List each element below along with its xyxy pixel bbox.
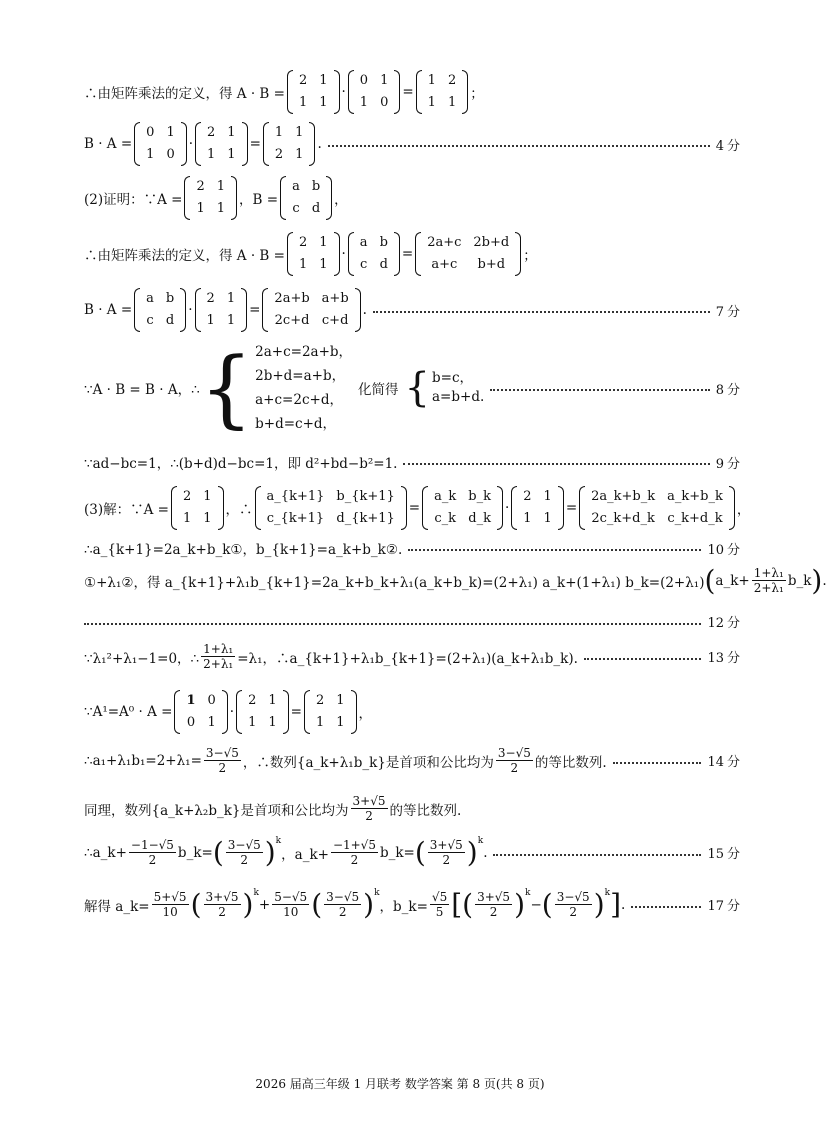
text: 的等比数列.	[389, 802, 462, 819]
plus: +	[258, 896, 271, 913]
fraction: $\frac{3-√5}{2}$	[497, 746, 531, 775]
dot: ·	[188, 136, 194, 152]
matrix: a b c d	[134, 288, 186, 332]
equals: =	[290, 704, 302, 720]
matrix: 2 1 1 1	[184, 176, 237, 220]
text: a_k+	[715, 572, 750, 589]
line-4	[84, 232, 740, 276]
line-13	[84, 690, 740, 734]
brace-icon: {	[404, 365, 430, 411]
paren-group: ( $\frac{3-√5}{2}$ ) k	[311, 887, 380, 921]
line-7	[84, 452, 740, 472]
text: 化简得	[358, 382, 399, 398]
line-5-expr	[84, 288, 367, 332]
equals: =	[408, 500, 421, 516]
score-label: 17 分	[707, 899, 740, 914]
equals: =	[249, 136, 261, 152]
dotted-leader	[403, 463, 709, 465]
score-label: 4 分	[715, 138, 740, 154]
line-12-expr	[84, 642, 578, 671]
dotted-leader	[490, 389, 709, 391]
score-label: 10 分	[707, 542, 740, 558]
fraction: $\frac{\text{1+λ₁}}{\text{2+λ₁}}$	[203, 642, 234, 671]
line-17-expr	[84, 887, 626, 921]
minus: −	[530, 896, 542, 913]
line-2-expr	[84, 122, 322, 166]
matrix: 1 1 2 1	[263, 122, 316, 166]
line-13-expr	[84, 690, 372, 734]
line-8-expr	[84, 486, 750, 530]
equals: =	[402, 84, 414, 100]
text: (2)证明：∵A =	[84, 192, 183, 208]
score-label: 9 分	[715, 456, 740, 472]
dotted-leader	[613, 762, 702, 764]
fraction: $\frac{5+√5}{10}$	[153, 890, 187, 919]
line-17	[84, 887, 740, 921]
score-label: 12 分	[707, 616, 740, 631]
line-10-expr	[84, 563, 827, 597]
system-row: 2b+d=a+b，	[255, 368, 346, 384]
exponent: k	[275, 835, 282, 846]
matrix: 2 1 1 1	[236, 690, 289, 734]
exponent: k	[477, 835, 484, 846]
dot: ·	[188, 302, 193, 318]
matrix: 2 1 1 1	[195, 288, 248, 332]
line-4-expr	[84, 232, 537, 276]
system-row: 2a+c=2a+b，	[255, 344, 353, 360]
score-label: 8 分	[715, 382, 740, 398]
text: ∴a_k+	[84, 844, 127, 861]
system-row: a=b+d.	[432, 389, 485, 405]
matrix: 2 1 1 1	[195, 122, 248, 166]
punct: .	[317, 136, 322, 152]
punct: ，	[334, 192, 348, 208]
text: ，b_k=	[379, 898, 428, 915]
text: =λ₁，∴a_{k+1}+λ₁b_{k+1}=(2+λ₁)(a_k+λ₁b_k).	[237, 650, 578, 667]
punct: .	[483, 844, 488, 861]
matrix: 1 0 0 1	[174, 690, 227, 734]
page-footer: 2026 届高三年级 1 月联考 数学答案 第 8 页(共 8 页)	[255, 1077, 545, 1091]
text: ∵A · B = B · A，∴	[84, 382, 200, 398]
text: b_k	[787, 572, 812, 589]
paren-group: ( $\frac{3+√5}{2}$ ) k	[462, 887, 531, 921]
dot: ·	[341, 246, 346, 262]
text: 的等比数列.	[534, 754, 607, 771]
matrix: 2 1 1 1	[511, 486, 564, 530]
text: b_k=	[379, 844, 415, 861]
line-7-expr: ∵ad−bc=1，∴(b+d)d−bc=1，即 d²+bd−b²=1.	[84, 456, 398, 472]
punct: ；	[470, 86, 484, 102]
fraction: $\frac{5-√5}{10}$	[274, 890, 308, 919]
equation-system	[200, 340, 352, 436]
equals: =	[401, 246, 414, 262]
line-9-expr: ∴a_{k+1}=2a_k+b_k①，b_{k+1}=a_k+b_k②.	[84, 542, 403, 558]
dotted-leader	[493, 854, 701, 856]
system-row: b+d=c+d，	[255, 416, 337, 432]
text: ，∴	[225, 502, 253, 518]
matrix: 0 1 1 0	[348, 70, 401, 114]
equals: =	[249, 302, 261, 318]
score-label: 15 分	[707, 847, 740, 862]
line-10	[84, 563, 827, 597]
fraction: $\frac{3+√5}{2}$	[477, 890, 511, 919]
fraction: $\frac{-1+√5}{2}$	[332, 838, 376, 867]
matrix: 0 1 1 0	[134, 122, 187, 166]
exponent: k	[374, 887, 380, 898]
fraction: $\frac{\text{1+λ₁}}{\text{2+λ₁}}$	[753, 566, 784, 595]
text: 解得 a_k=	[84, 898, 150, 915]
fraction: $\frac{3+√5}{2}$	[205, 890, 239, 919]
text: 同理，数列{a_k+λ₂b_k}是首项和公比均为	[84, 802, 349, 819]
punct: ，	[736, 502, 751, 518]
dotted-leader	[373, 311, 710, 313]
matrix: 2a+c 2b+d a+c b+d	[415, 232, 521, 276]
paren-group: ( a_k+ $\frac{\text{1+λ₁}}{\text{2+λ₁}}$ b_k )	[704, 563, 823, 597]
fraction: $\frac{3-√5}{2}$	[326, 890, 360, 919]
line-2	[84, 122, 740, 166]
dotted-leader	[84, 623, 701, 625]
text: ∴由矩阵乘法的定义，得 A · B =	[84, 248, 285, 264]
dotted-leader	[631, 906, 701, 908]
line-14	[84, 746, 740, 775]
fraction: $\frac{-1-√5}{2}$	[130, 838, 174, 867]
dot: ·	[341, 84, 346, 100]
matrix: 2 1 1 1	[287, 232, 340, 276]
text: ①+λ₁②，得 a_{k+1}+λ₁b_{k+1}=2a_k+b_k+λ₁(a_k+b_k)=(2+λ₁) a_k+(1+λ₁) b_k=(2+λ₁)	[84, 574, 705, 591]
fraction: $\frac{3-√5}{2}$	[227, 838, 261, 867]
exponent: k	[525, 887, 531, 898]
score-label: 7 分	[715, 304, 740, 320]
punct: ；	[523, 248, 537, 264]
punct: .	[822, 572, 827, 589]
paren-group: ( $\frac{3+√5}{2}$ ) k	[190, 887, 259, 921]
text: ∵λ₁²+λ₁−1=0，∴	[84, 650, 200, 667]
fraction: $\frac{√5}{5}$	[431, 890, 448, 919]
dot: ·	[504, 500, 510, 516]
text: B · A =	[84, 302, 133, 318]
fraction: $\frac{3+√5}{2}$	[352, 794, 386, 823]
text: ，∴数列{a_k+λ₁b_k}是首项和公比均为	[242, 754, 494, 771]
bracket-group: [ ( $\frac{3+√5}{2}$ ) k − ( $\frac{3-√5}{2}$ ) k ]	[451, 887, 622, 921]
text: ，a_k+	[281, 846, 329, 863]
dotted-leader	[584, 658, 702, 660]
exponent: k	[604, 887, 611, 898]
matrix: 2 1 1 1	[304, 690, 357, 734]
text: ，B =	[239, 192, 279, 208]
exponent: k	[253, 887, 259, 898]
matrix: 2 1 1 1	[287, 70, 340, 114]
dotted-leader	[408, 549, 701, 551]
text: b_k=	[177, 844, 213, 861]
matrix: a b c d	[348, 232, 400, 276]
brace-icon: {	[199, 339, 254, 437]
punct: ，	[358, 706, 373, 722]
line-1	[84, 70, 740, 114]
text: ∵A¹=A⁰ · A =	[84, 704, 173, 720]
dot: ·	[229, 704, 235, 720]
line-6	[84, 340, 740, 436]
equation-system	[404, 365, 485, 411]
paren-group: ( $\frac{3-√5}{2}$ ) k	[541, 887, 611, 921]
matrix: 2 1 1 1	[171, 486, 224, 530]
line-8	[84, 486, 751, 530]
punct: .	[362, 302, 367, 318]
fraction: $\frac{3+√5}{2}$	[429, 838, 463, 867]
matrix: 2a+b a+b 2c+d c+d	[262, 288, 360, 332]
system-row: a+c=2c+d，	[255, 392, 343, 408]
dotted-leader	[328, 145, 710, 147]
score-label: 14 分	[707, 755, 740, 770]
line-5	[84, 288, 740, 332]
line-11	[84, 612, 740, 631]
line-9	[84, 538, 740, 558]
text: ∴a₁+λ₁b₁=2+λ₁=	[84, 752, 202, 769]
fraction: $\frac{3-√5}{2}$	[205, 746, 239, 775]
equals: =	[565, 500, 578, 516]
matrix: 1 2 1 1	[416, 70, 469, 114]
line-16-expr	[84, 835, 488, 869]
line-15	[84, 794, 740, 823]
line-6-expr	[84, 340, 484, 436]
score-label: 13 分	[707, 651, 740, 666]
line-16	[84, 835, 740, 869]
punct: .	[621, 896, 626, 913]
text: ∴由矩阵乘法的定义，得 A · B =	[84, 86, 285, 102]
matrix: a_k b_k c_k d_k	[422, 486, 503, 530]
text: B · A =	[84, 136, 133, 152]
line-1-expr	[84, 70, 484, 114]
line-15-expr	[84, 794, 461, 823]
matrix: a_{k+1} b_{k+1} c_{k+1} d_{k+1}	[255, 486, 407, 530]
text: (3)解：∵A =	[84, 502, 169, 518]
paren-group: ( $\frac{3-√5}{2}$ ) k	[212, 835, 282, 869]
line-14-expr	[84, 746, 607, 775]
matrix: 2a_k+b_k a_k+b_k 2c_k+d_k c_k+d_k	[579, 486, 735, 530]
line-3	[84, 176, 740, 220]
system-row: b=c，	[432, 370, 474, 386]
matrix: a b c d	[280, 176, 332, 220]
line-12	[84, 642, 740, 671]
paren-group: ( $\frac{3+√5}{2}$ ) k	[414, 835, 484, 869]
line-3-expr	[84, 176, 348, 220]
fraction: $\frac{3-√5}{2}$	[556, 890, 590, 919]
